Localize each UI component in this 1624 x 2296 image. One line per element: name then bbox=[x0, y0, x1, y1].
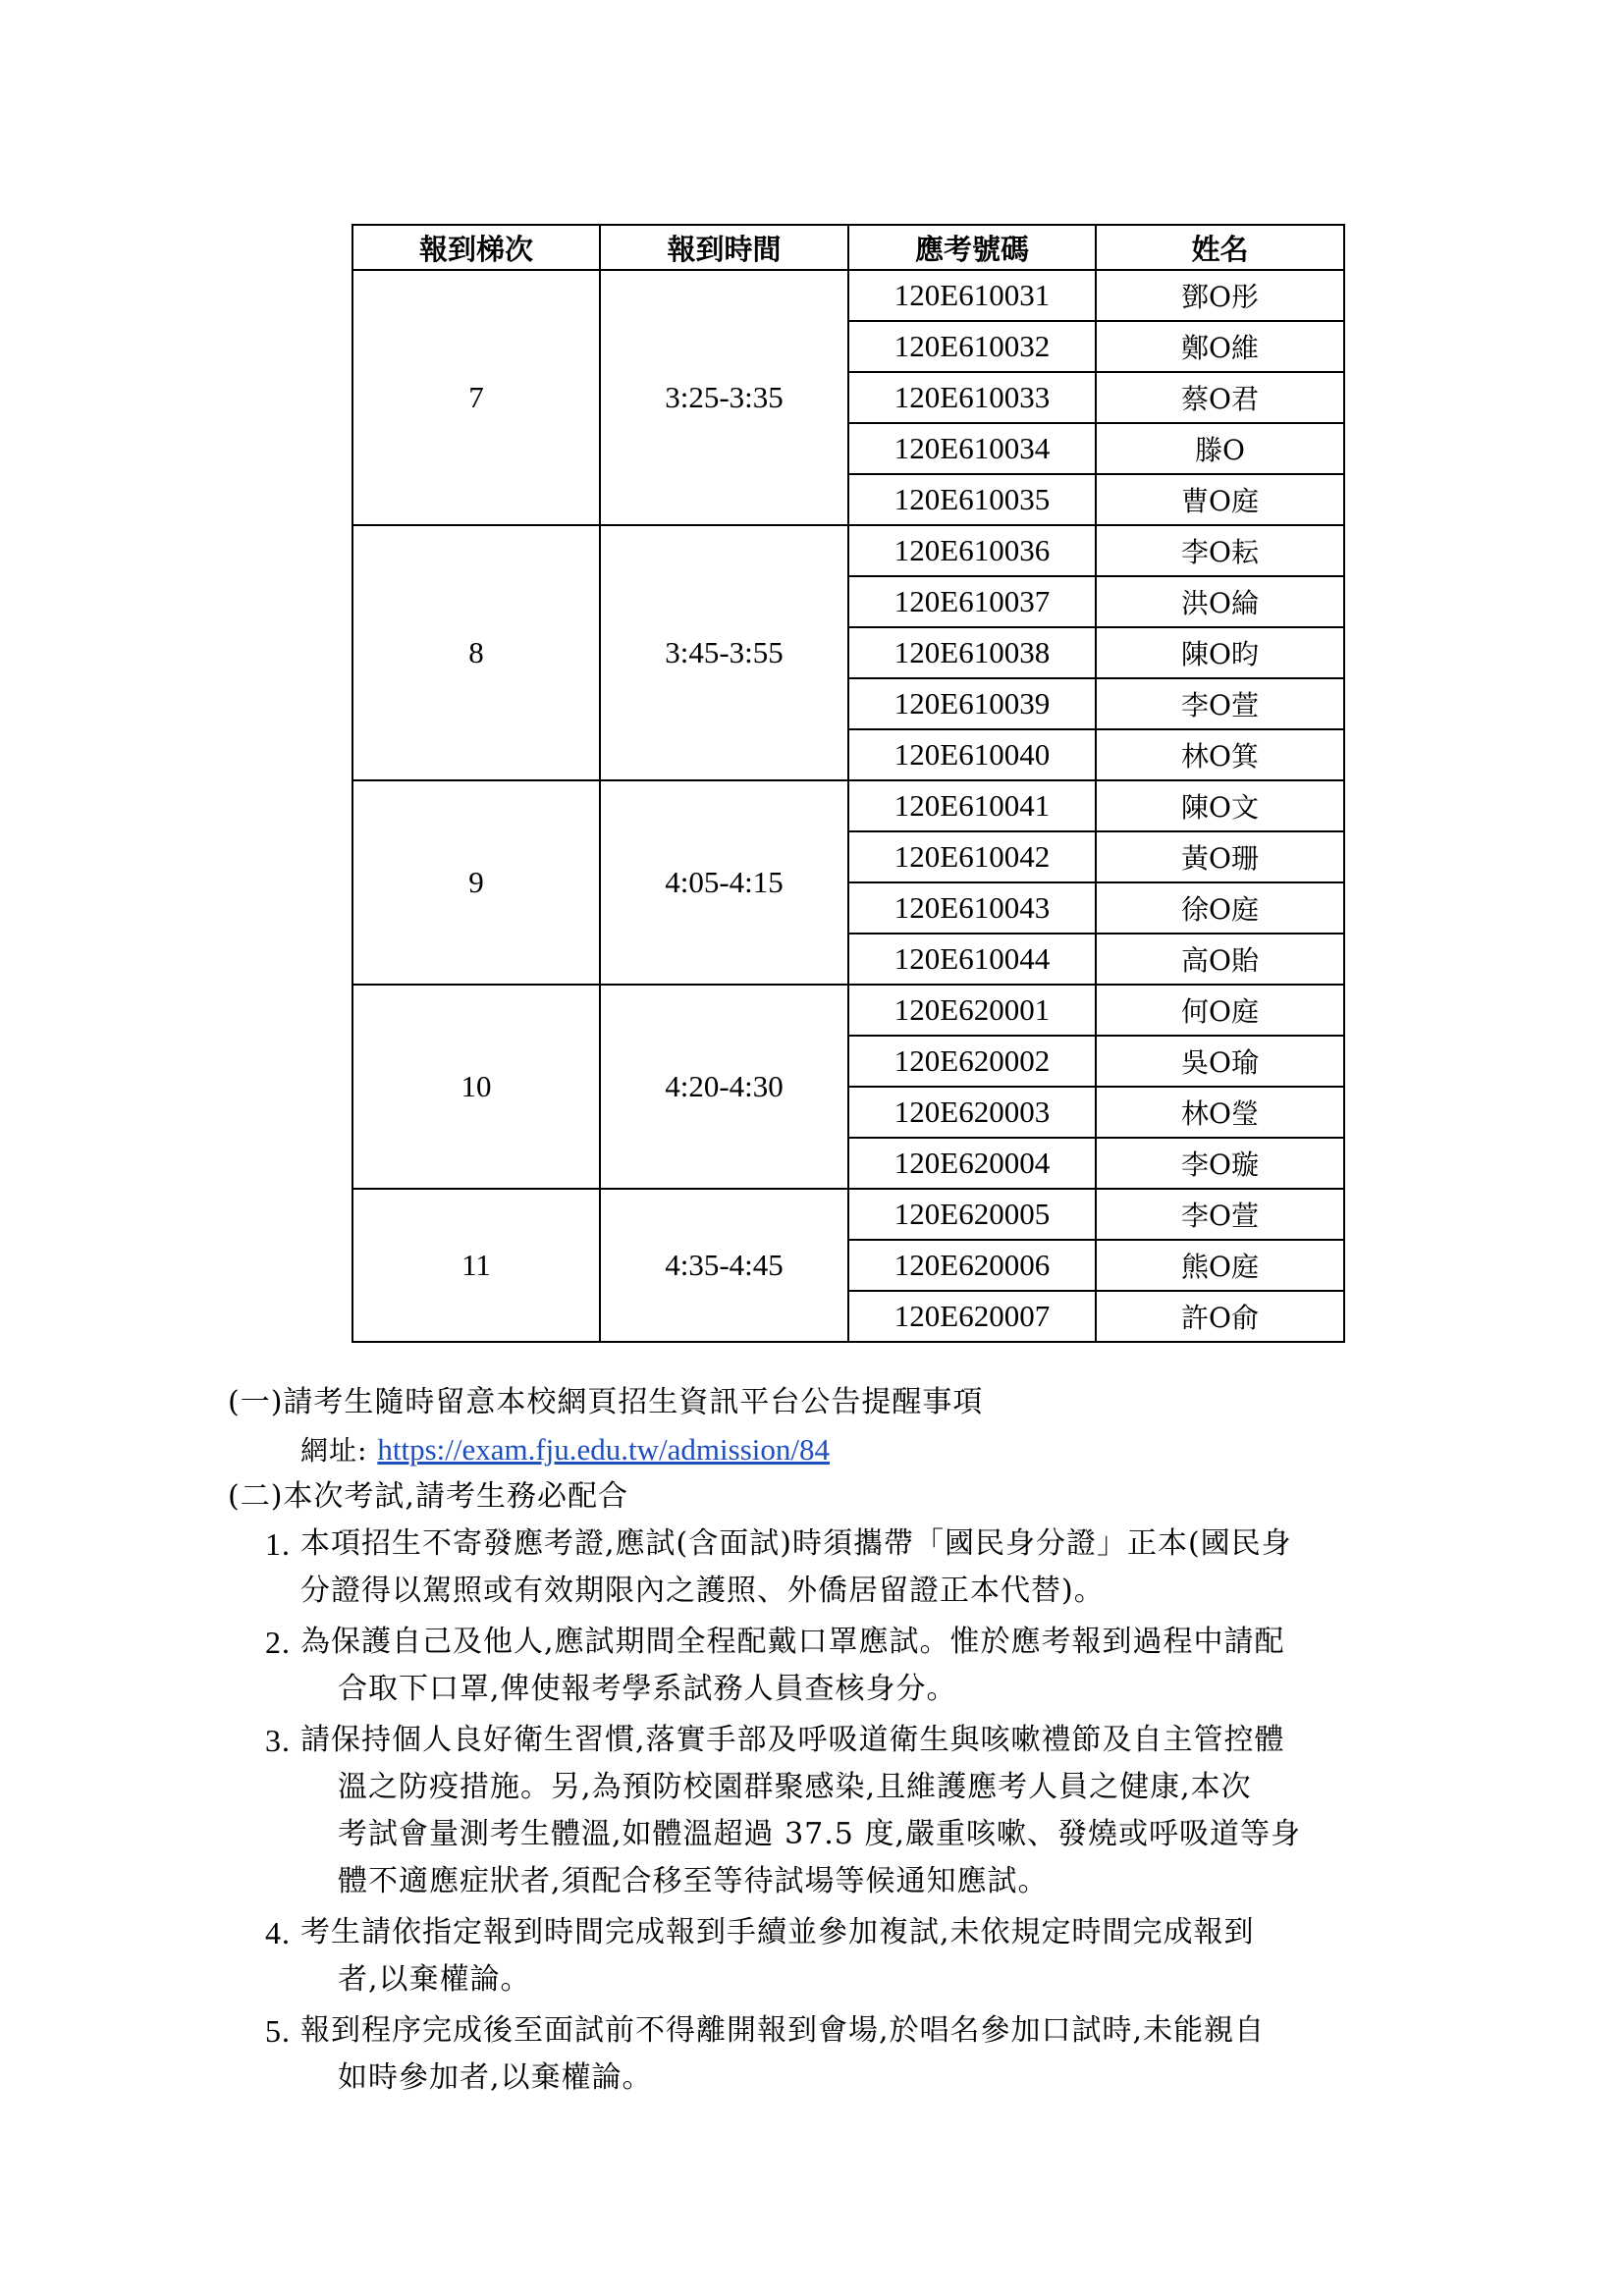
notice-item bbox=[228, 1909, 1494, 2003]
notice-number: 1. bbox=[265, 1526, 291, 1562]
notice-line: 合取下口罩,俾使報考學系試務人員查核身分。 bbox=[338, 1672, 957, 1706]
exam-number-cell: 120E610035 bbox=[848, 474, 1096, 525]
notice-line: 為保護自己及他人,應試期間全程配戴口罩應試。惟於應考報到過程中請配 bbox=[300, 1625, 1285, 1659]
exam-number-cell: 120E620007 bbox=[848, 1291, 1096, 1342]
notes-section bbox=[228, 1379, 1494, 2106]
exam-number-cell: 120E620005 bbox=[848, 1189, 1096, 1240]
name-cell: 林O箕 bbox=[1096, 729, 1344, 780]
table-row bbox=[352, 780, 1344, 831]
url-line bbox=[228, 1426, 1494, 1473]
url-label: 網址: bbox=[300, 1434, 368, 1467]
header-time: 報到時間 bbox=[600, 225, 848, 270]
notice-line: 報到程序完成後至面試前不得離開報到會場,於唱名參加口試時,未能親自 bbox=[300, 2013, 1266, 2048]
exam-number-cell: 120E620006 bbox=[848, 1240, 1096, 1291]
notice-line: 請保持個人良好衛生習慣,落實手部及呼吸道衛生與咳嗽禮節及自主管控體 bbox=[300, 1723, 1285, 1757]
notice-line: 分證得以駕照或有效期限內之護照、外僑居留證正本代替)。 bbox=[300, 1574, 1105, 1608]
time-cell: 3:45-3:55 bbox=[600, 525, 848, 780]
name-cell: 何O庭 bbox=[1096, 985, 1344, 1036]
batch-cell: 11 bbox=[352, 1189, 600, 1342]
notice-item bbox=[228, 1521, 1494, 1615]
name-cell: 徐O庭 bbox=[1096, 882, 1344, 934]
section-2-title: (二)本次考試,請考生務必配合 bbox=[228, 1479, 628, 1514]
name-cell: 曹O庭 bbox=[1096, 474, 1344, 525]
table-row bbox=[352, 270, 1344, 321]
notice-number: 2. bbox=[265, 1625, 291, 1660]
exam-number-cell: 120E610037 bbox=[848, 576, 1096, 627]
notice-line: 考試會量測考生體溫,如體溫超過 37.5 度,嚴重咳嗽、發燒或呼吸道等身 bbox=[338, 1817, 1301, 1851]
notice-item bbox=[228, 1717, 1494, 1905]
notice-item bbox=[228, 1619, 1494, 1713]
exam-number-cell: 120E610039 bbox=[848, 678, 1096, 729]
table-row bbox=[352, 525, 1344, 576]
time-cell: 4:20-4:30 bbox=[600, 985, 848, 1189]
exam-number-cell: 120E610033 bbox=[848, 372, 1096, 423]
notice-number: 3. bbox=[265, 1723, 291, 1758]
name-cell: 許O俞 bbox=[1096, 1291, 1344, 1342]
table-row bbox=[352, 985, 1344, 1036]
exam-number-cell: 120E610044 bbox=[848, 934, 1096, 985]
name-cell: 鄧O彤 bbox=[1096, 270, 1344, 321]
exam-number-cell: 120E610043 bbox=[848, 882, 1096, 934]
name-cell: 黃O珊 bbox=[1096, 831, 1344, 882]
name-cell: 李O萱 bbox=[1096, 1189, 1344, 1240]
name-cell: 李O耘 bbox=[1096, 525, 1344, 576]
exam-number-cell: 120E610031 bbox=[848, 270, 1096, 321]
exam-number-cell: 120E620002 bbox=[848, 1036, 1096, 1087]
notice-list bbox=[228, 1521, 1494, 2102]
name-cell: 李O萱 bbox=[1096, 678, 1344, 729]
batch-cell: 10 bbox=[352, 985, 600, 1189]
notice-line: 溫之防疫措施。另,為預防校園群聚感染,且維護應考人員之健康,本次 bbox=[338, 1770, 1252, 1804]
exam-number-cell: 120E610042 bbox=[848, 831, 1096, 882]
schedule-body bbox=[352, 270, 1344, 1342]
notice-line: 如時參加者,以棄權論。 bbox=[338, 2060, 653, 2095]
table-header-row bbox=[352, 225, 1344, 270]
notice-line: 考生請依指定報到時間完成報到手續並參加複試,未依規定時間完成報到 bbox=[300, 1915, 1255, 1949]
name-cell: 洪O綸 bbox=[1096, 576, 1344, 627]
exam-number-cell: 120E610038 bbox=[848, 627, 1096, 678]
notice-line: 者,以棄權論。 bbox=[338, 1962, 531, 1997]
exam-number-cell: 120E610041 bbox=[848, 780, 1096, 831]
exam-number-cell: 120E620004 bbox=[848, 1138, 1096, 1189]
name-cell: 滕O bbox=[1096, 423, 1344, 474]
notice-line: 體不適應症狀者,須配合移至等待試場等候通知應試。 bbox=[338, 1864, 1049, 1898]
name-cell: 陳O文 bbox=[1096, 780, 1344, 831]
batch-cell: 7 bbox=[352, 270, 600, 525]
batch-cell: 9 bbox=[352, 780, 600, 985]
time-cell: 4:05-4:15 bbox=[600, 780, 848, 985]
time-cell: 4:35-4:45 bbox=[600, 1189, 848, 1342]
name-cell: 吳O瑜 bbox=[1096, 1036, 1344, 1087]
section-1-title: (一)請考生隨時留意本校網頁招生資訊平台公告提醒事項 bbox=[228, 1385, 984, 1419]
notice-line: 本項招生不寄發應考證,應試(含面試)時須攜帶「國民身分證」正本(國民身 bbox=[300, 1526, 1292, 1561]
name-cell: 熊O庭 bbox=[1096, 1240, 1344, 1291]
exam-number-cell: 120E610032 bbox=[848, 321, 1096, 372]
name-cell: 鄭O維 bbox=[1096, 321, 1344, 372]
exam-number-cell: 120E620001 bbox=[848, 985, 1096, 1036]
time-cell: 3:25-3:35 bbox=[600, 270, 848, 525]
table-row bbox=[352, 1189, 1344, 1240]
name-cell: 蔡O君 bbox=[1096, 372, 1344, 423]
schedule-table bbox=[352, 224, 1345, 1343]
exam-number-cell: 120E610040 bbox=[848, 729, 1096, 780]
header-batch: 報到梯次 bbox=[352, 225, 600, 270]
header-name: 姓名 bbox=[1096, 225, 1344, 270]
exam-number-cell: 120E610036 bbox=[848, 525, 1096, 576]
notice-number: 4. bbox=[265, 1915, 291, 1950]
notice-item bbox=[228, 2007, 1494, 2102]
exam-number-cell: 120E620003 bbox=[848, 1087, 1096, 1138]
notice-number: 5. bbox=[265, 2013, 291, 2049]
exam-number-cell: 120E610034 bbox=[848, 423, 1096, 474]
header-exam-number: 應考號碼 bbox=[848, 225, 1096, 270]
admission-url-link[interactable]: https://exam.fju.edu.tw/admission/84 bbox=[377, 1432, 830, 1467]
name-cell: 陳O昀 bbox=[1096, 627, 1344, 678]
name-cell: 高O貽 bbox=[1096, 934, 1344, 985]
name-cell: 林O瑩 bbox=[1096, 1087, 1344, 1138]
batch-cell: 8 bbox=[352, 525, 600, 780]
name-cell: 李O璇 bbox=[1096, 1138, 1344, 1189]
